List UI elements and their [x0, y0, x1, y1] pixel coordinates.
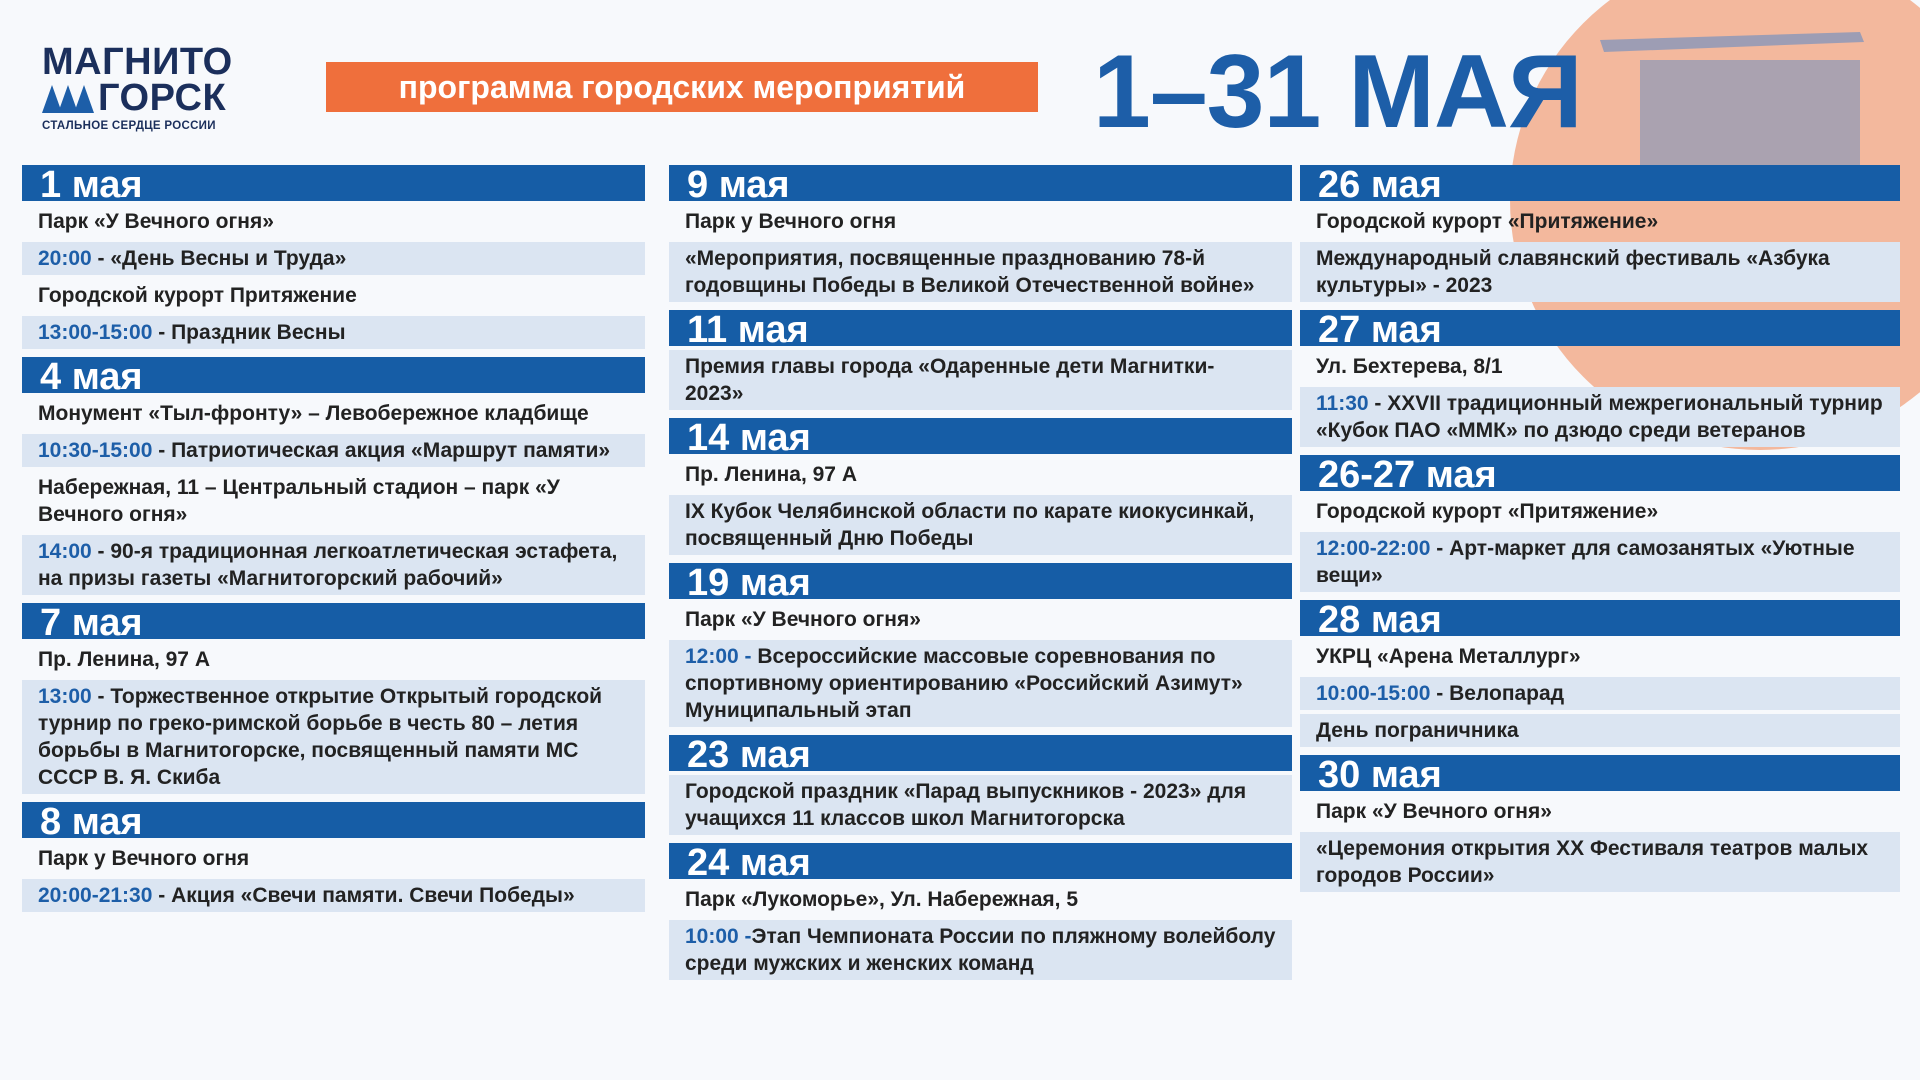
event-text: - Праздник Весны: [152, 321, 346, 344]
day-block: [22, 165, 645, 349]
venue-row: [22, 842, 645, 875]
day-header: 23 мая: [669, 735, 1292, 771]
event-row: [669, 350, 1292, 410]
event-row: [22, 535, 645, 595]
venue-row: [1300, 640, 1900, 673]
venue-row: [669, 458, 1292, 491]
event-row: [1300, 832, 1900, 892]
event-time: 20:00-21:30: [38, 884, 153, 907]
day-block: [22, 357, 645, 595]
event-row: [669, 640, 1292, 727]
event-time: 11:30: [1316, 392, 1369, 415]
event-row: [1300, 677, 1900, 710]
logo-line-2: ГОРСК: [98, 77, 227, 119]
day-block: [669, 310, 1292, 410]
event-row: [22, 316, 645, 349]
event-time: 10:00 -: [685, 925, 752, 948]
day-block: [669, 735, 1292, 835]
logo-line-1: МАГНИТО: [42, 41, 233, 83]
event-time: 20:00: [38, 247, 92, 270]
event-text: Пр. Ленина, 97 А: [38, 648, 210, 671]
venue-row: [22, 205, 645, 238]
event-text: Набережная, 11 – Центральный стадион – парк «У Вечного огня»: [38, 476, 560, 526]
day-header: 14 мая: [669, 418, 1292, 454]
event-row: [22, 242, 645, 275]
event-text: Международный славянский фестиваль «Азбука культуры» - 2023: [1316, 247, 1830, 297]
event-row: [669, 242, 1292, 302]
day-block: [1300, 600, 1900, 747]
day-header: 28 мая: [1300, 600, 1900, 636]
event-row: [1300, 532, 1900, 592]
event-row: [22, 680, 645, 794]
schedule-column-1: [22, 165, 645, 912]
venue-row: [22, 471, 645, 531]
event-text: - Велопарад: [1430, 682, 1565, 705]
venue-row: [22, 643, 645, 676]
program-banner: программа городских мероприятий: [326, 62, 1038, 112]
day-header: 4 мая: [22, 357, 645, 393]
event-text: - Торжественное открытие Открытый городской турнир по греко-римской борьбе в честь 80 – летия борьбы в Магнитогорске, посвященный памяти МС СССР В. Я. Скиба: [38, 685, 603, 789]
day-header: 8 мая: [22, 802, 645, 838]
event-text: Парк «У Вечного огня»: [1316, 800, 1552, 823]
event-time: 10:00-15:00: [1316, 682, 1431, 705]
event-row: [1300, 242, 1900, 302]
city-logo: [42, 41, 262, 132]
venue-row: [1300, 205, 1900, 238]
venue-row: [1300, 350, 1900, 383]
event-text: Городской курорт «Притяжение»: [1316, 500, 1659, 523]
venue-row: [22, 397, 645, 430]
day-header: 27 мая: [1300, 310, 1900, 346]
event-text: «Церемония открытия XX Фестиваля театров малых городов России»: [1316, 837, 1869, 887]
event-row: [1300, 714, 1900, 747]
event-text: Парк «У Вечного огня»: [685, 608, 921, 631]
event-text: - Патриотическая акция «Маршрут памяти»: [152, 439, 611, 462]
day-block: [669, 418, 1292, 555]
day-block: [1300, 165, 1900, 302]
event-time: 13:00: [38, 685, 92, 708]
logo-mountain-icon: [42, 83, 94, 113]
event-text: Монумент «Тыл-фронту» – Левобережное кладбище: [38, 402, 589, 425]
day-block: [22, 603, 645, 794]
event-row: [669, 775, 1292, 835]
day-block: [1300, 310, 1900, 447]
venue-row: [669, 883, 1292, 916]
event-text: Городской праздник «Парад выпускников - 2023» для учащихся 11 классов школ Магнитогорска: [685, 780, 1247, 830]
schedule-column-3: [1300, 165, 1900, 892]
day-header: 24 мая: [669, 843, 1292, 879]
day-header: 19 мая: [669, 563, 1292, 599]
event-text: IX Кубок Челябинской области по карате киокусинкай, посвященный Дню Победы: [685, 500, 1255, 550]
event-text: - 90-я традиционная легкоатлетическая эстафета, на призы газеты «Магнитогорский рабочий»: [38, 540, 618, 590]
event-row: [22, 879, 645, 912]
day-block: [669, 843, 1292, 980]
day-block: [1300, 755, 1900, 892]
day-header: 11 мая: [669, 310, 1292, 346]
event-text: Городской курорт «Притяжение»: [1316, 210, 1659, 233]
day-header: 30 мая: [1300, 755, 1900, 791]
page-title: 1–31 МАЯ: [1093, 34, 1582, 150]
event-time: 12:00 -: [685, 645, 752, 668]
event-time: 13:00-15:00: [38, 321, 153, 344]
venue-row: [22, 279, 645, 312]
venue-row: [1300, 495, 1900, 528]
event-text: УКРЦ «Арена Металлург»: [1316, 645, 1581, 668]
event-text: Всероссийские массовые соревнования по спортивному ориентированию «Российский Азимут» Муниципальный этап: [685, 645, 1243, 722]
monument-silhouette: [1640, 60, 1860, 180]
event-text: Парк «У Вечного огня»: [38, 210, 274, 233]
venue-row: [669, 205, 1292, 238]
event-text: Парк у Вечного огня: [38, 847, 250, 870]
event-text: Пр. Ленина, 97 А: [685, 463, 857, 486]
event-time: 12:00-22:00: [1316, 537, 1431, 560]
event-text: - Акция «Свечи памяти. Свечи Победы»: [152, 884, 575, 907]
event-row: [1300, 387, 1900, 447]
day-block: [669, 165, 1292, 302]
day-header: 9 мая: [669, 165, 1292, 201]
logo-tagline: СТАЛЬНОЕ СЕРДЦЕ РОССИИ: [42, 120, 216, 132]
day-block: [669, 563, 1292, 727]
venue-row: [669, 603, 1292, 636]
venue-row: [1300, 795, 1900, 828]
day-header: 26 мая: [1300, 165, 1900, 201]
event-time: 10:30-15:00: [38, 439, 153, 462]
event-text: Городской курорт Притяжение: [38, 284, 357, 307]
day-header: 26-27 мая: [1300, 455, 1900, 491]
event-text: День пограничника: [1316, 719, 1519, 742]
day-header: 1 мая: [22, 165, 645, 201]
event-text: - Арт-маркет для самозанятых «Уютные вещи»: [1316, 537, 1855, 587]
day-header: 7 мая: [22, 603, 645, 639]
event-text: Этап Чемпионата России по пляжному волейболу среди мужских и женских команд: [685, 925, 1276, 975]
event-time: 14:00: [38, 540, 92, 563]
event-row: [669, 495, 1292, 555]
event-text: Парк «Лукоморье», Ул. Набережная, 5: [685, 888, 1079, 911]
day-block: [1300, 455, 1900, 592]
schedule-column-2: [669, 165, 1292, 980]
event-text: Ул. Бехтерева, 8/1: [1316, 355, 1503, 378]
event-text: Премия главы города «Одаренные дети Магнитки- 2023»: [685, 355, 1215, 405]
event-text: - «День Весны и Труда»: [91, 247, 347, 270]
day-block: [22, 802, 645, 912]
event-text: «Мероприятия, посвященные празднованию 78-й годовщины Победы в Великой Отечественной войне»: [685, 247, 1255, 297]
event-text: Парк у Вечного огня: [685, 210, 897, 233]
event-row: [22, 434, 645, 467]
event-row: [669, 920, 1292, 980]
event-text: - XXVII традиционный межрегиональный турнир «Кубок ПАО «ММК» по дзюдо среди ветеранов: [1316, 392, 1883, 442]
